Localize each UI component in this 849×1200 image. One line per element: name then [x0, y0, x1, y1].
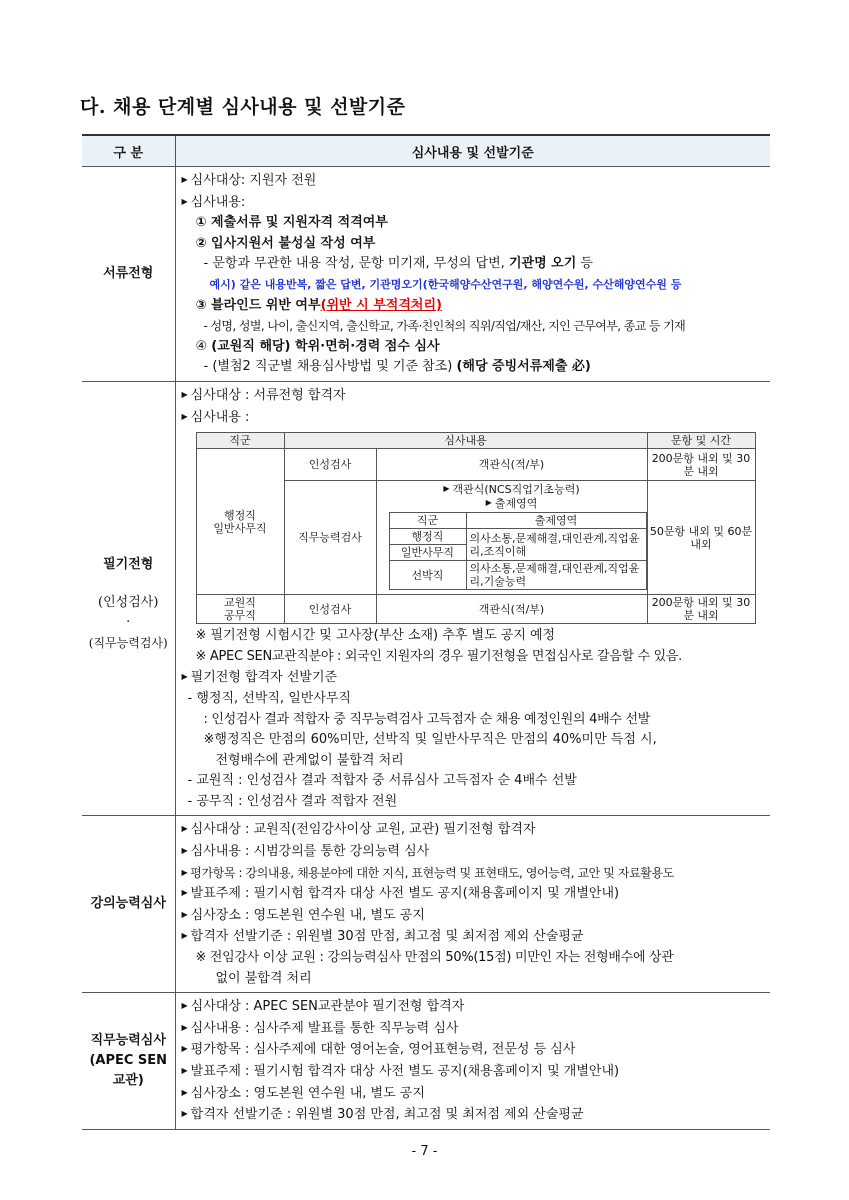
bullet-triangle-icon: ▶ [181, 1001, 188, 1011]
label-written-exam: 필기전형 (인성검사) · (직무능력검사) [82, 381, 175, 816]
bullet-triangle-icon: ▶ [443, 484, 450, 494]
header-content: 심사내용 및 선발기준 [175, 135, 770, 167]
content-job-ability: ▶ 심사대상 : APEC SEN교관분야 필기전형 합격자 ▶ 심사내용 : 심사주제 발표를 통한 직무능력 심사 ▶ 평가항목 : 심사주제에 대한 영어논술, 영어표현능력, 전문성 등 심사 ▶ 발표주제 : 필기시험 합격자 대상 사전 별도 공지(채용홈페이지 및 개별안내) ▶ 심사장소 : 영도본원 연수원 내, 별도 공지 ▶ 합격자 선발기준 : 위원별 30점 만점, 최고점 및 최저점 제외 산술평균 [175, 993, 770, 1130]
page-number: - 7 - [411, 1144, 438, 1159]
label-document-screening: 서류전형 [82, 167, 175, 382]
content-written-exam: ▶ 심사대상 : 서류전형 합격자 ▶ 심사내용 : 직군 심사내용 문항 및 시간 행정직 일반사무직 인성검사 객관식(적/부) 200문항 내외 및 30분 내외 직무능력검사 ▶ 객관식(NCS직업기초능력) ▶ 출제영역 직군 출제영역 행정직 의사소통,문제해결,대인관계,직업윤리,조직이해 일반사무직 선박직 의사소통,문제해결,대인관계,직업윤리,기술능력 50문항 내외 및 60분 내외 교원직 공무직 인성검사 객관식(적/부) 200문항 내외 및 30분 내외 ※ 필기전형 시험시간 및 고사장(부산 소재) 추후 별도 공지 예정 ※ APEC SEN교관직분야 : 외국인 지원자의 경우 필기전형을 면접심사로 갈음할 수 있음. ▶ 필기전형 합격자 선발기준 - 행정직, 선박직, 일반사무직 : 인성검사 결과 적합자 중 직무능력검사 고득점자 순 채용 예정인원의 4배수 선발 ※행정직은 만점의 60%미만, 선박직 및 일반사무직은 만점의 40%미만 득점 시, 전형배수에 관계없이 불합격 처리 - 교원직 : 인성검사 결과 적합자 중 서류심사 고득점자 순 4배수 선발 - 공무직 : 인성검사 결과 적합자 전원 [175, 381, 770, 816]
table-row: 행정직 일반사무직 인성검사 객관식(적/부) 200문항 내외 및 30분 내외 [196, 449, 755, 481]
content-document-screening: ▶ 심사대상: 지원자 전원 ▶ 심사내용: ① 제출서류 및 지원자격 적격여부 ② 입사지원서 불성실 작성 여부 - 문항과 무관한 내용 작성, 문항 미기재, 무성의 답변, 기관명 오기 등 예시) 같은 내용반복, 짧은 답변, 기관명오기(한국해양수산연구원, 해양연수원, 수산해양연수원 등 ③ 블라인드 위반 여부(위반 시 부적격처리) - 성명, 성별, 나이, 출신지역, 출신학교, 가족·친인척의 직위/직업/재산, 지인 근무여부, 종교 등 기재 ④ (교원직 해당) 학위·면허·경력 점수 심사 - (별첨2 직군별 채용심사방법 및 기준 참조) (해당 증빙서류제출 必) [175, 167, 770, 382]
bullet-triangle-icon: ▶ [181, 931, 188, 941]
bullet-triangle-icon: ▶ [485, 498, 492, 508]
bullet-triangle-icon: ▶ [181, 411, 188, 421]
bullet-triangle-icon: ▶ [181, 196, 188, 206]
selection-criteria-table [82, 134, 770, 1130]
bullet-triangle-icon: ▶ [181, 175, 188, 184]
bullet-triangle-icon: ▶ [181, 1109, 188, 1119]
bullet-triangle-icon: ▶ [181, 867, 188, 877]
bullet-triangle-icon: ▶ [181, 824, 188, 834]
content-lecture-ability: ▶ 심사대상 : 교원직(전임강사이상 교원, 교관) 필기전형 합격자 ▶ 심사내용 : 시범강의를 통한 강의능력 심사 ▶ 평가항목 : 강의내용, 채용분야에 대한 지식, 표현능력 및 표현태도, 영어능력, 교안 및 자료활용도 ▶ 발표주제 : 필기시험 합격자 대상 사전 별도 공지(채용홈페이지 및 개별안내) ▶ 심사장소 : 영도본원 연수원 내, 별도 공지 ▶ 합격자 선발기준 : 위원별 30점 만점, 최고점 및 최저점 제외 산술평균 ※ 전임강사 이상 교원 : 강의능력심사 만점의 50%(15점) 미만인 자는 전형배수에 상관 없이 불합격 처리 [175, 816, 770, 993]
label-lecture-ability: 강의능력심사 [82, 816, 175, 993]
table-row: 교원직 공무직 인성검사 객관식(적/부) 200문항 내외 및 30분 내외 [196, 595, 755, 624]
bullet-triangle-icon: ▶ [181, 672, 188, 682]
label-job-ability: 직무능력심사 (APEC SEN 교관) [82, 993, 175, 1130]
table-row: 일반사무직 [389, 545, 646, 561]
bullet-triangle-icon: ▶ [181, 1044, 188, 1054]
table-row: 직무능력검사 ▶ 객관식(NCS직업기초능력) ▶ 출제영역 직군 출제영역 행정직 의사소통,문제해결,대인관계,직업윤리,조직이해 일반사무직 선박직 의사소통,문제해결,대인관계,직업윤리,기술능력 50문항 내외 및 60분 내외 [196, 481, 755, 595]
row-lecture-ability [82, 816, 770, 993]
bullet-triangle-icon: ▶ [181, 389, 188, 399]
bullet-triangle-icon: ▶ [181, 1022, 188, 1032]
bullet-triangle-icon: ▶ [181, 909, 188, 919]
table-row: 선박직 의사소통,문제해결,대인관계,직업윤리,기술능력 [389, 561, 646, 590]
header-category: 구 분 [82, 135, 175, 167]
table-header-row [82, 135, 770, 167]
bullet-triangle-icon: ▶ [181, 846, 188, 856]
row-written-exam [82, 381, 770, 816]
row-job-ability [82, 993, 770, 1130]
table-row: 직군 출제영역 [389, 513, 646, 529]
table-row: 직군 심사내용 문항 및 시간 [196, 433, 755, 449]
row-document-screening [82, 167, 770, 382]
exam-area-table [389, 512, 647, 590]
bullet-triangle-icon: ▶ [181, 1087, 188, 1097]
example-note: 예시) 같은 내용반복, 짧은 답변, 기관명오기(한국해양수산연구원, 해양연수원, 수산해양연수원 등 [209, 277, 682, 291]
bullet-triangle-icon: ▶ [181, 1066, 188, 1075]
bullet-triangle-icon: ▶ [181, 888, 188, 898]
section-title: 다. 채용 단계별 심사내용 및 선발기준 [80, 96, 406, 118]
table-row: 행정직 의사소통,문제해결,대인관계,직업윤리,조직이해 [389, 529, 646, 545]
written-exam-detail-table [196, 432, 756, 624]
